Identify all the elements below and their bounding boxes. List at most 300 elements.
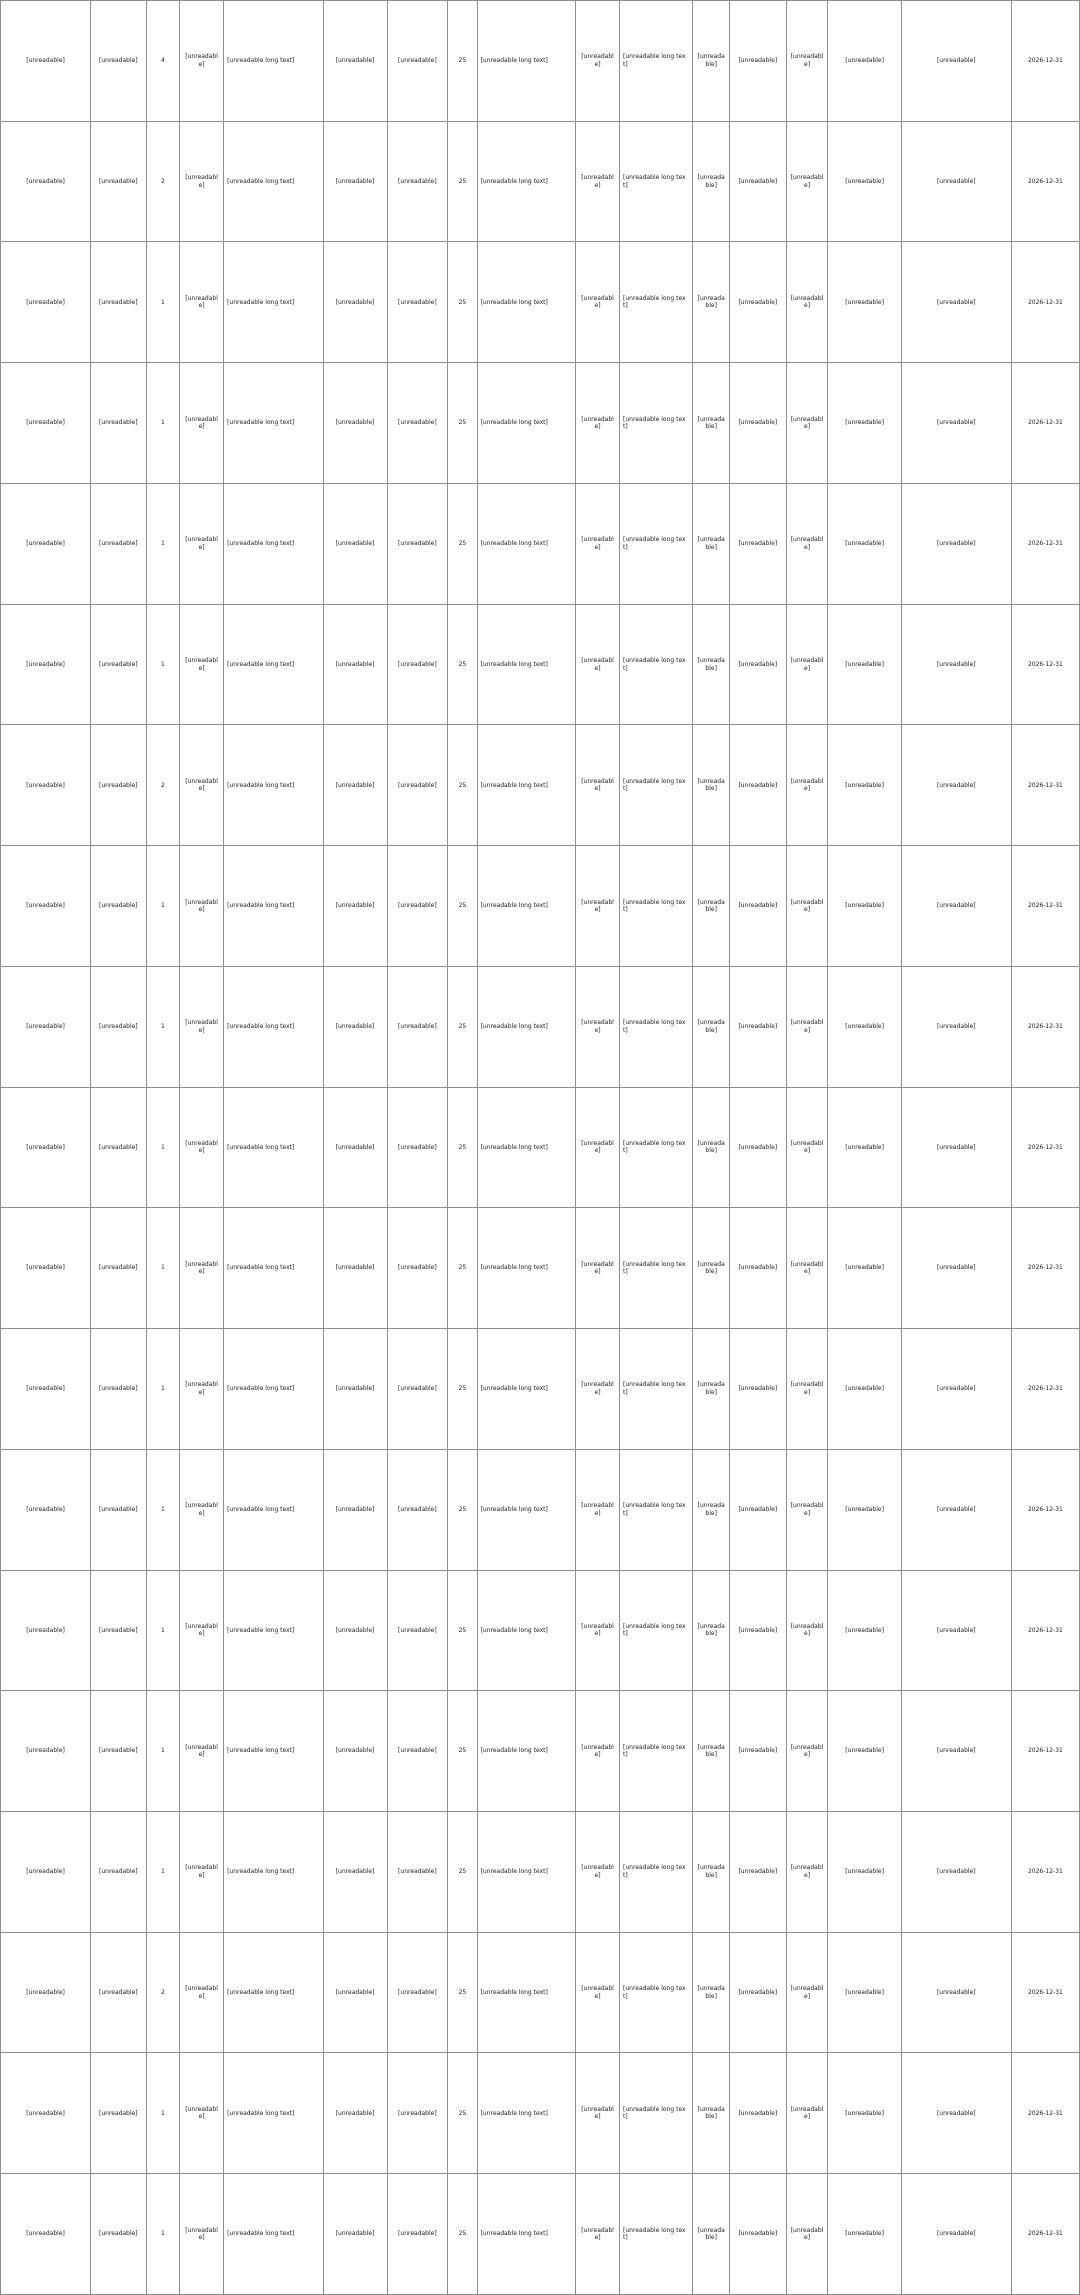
table-row [1, 1570, 1080, 1691]
table-cell: [unreadable long text] [620, 1570, 693, 1691]
table-cell: [unreadable] [828, 846, 901, 967]
table-cell: [unreadable] [730, 1691, 787, 1812]
table-cell: [unreadable] [323, 2053, 387, 2174]
table-cell: [unreadable] [1, 604, 91, 725]
table-cell: [unreadable] [387, 1932, 448, 2053]
table-cell: [unreadable] [693, 1, 730, 122]
table-cell: [unreadable] [828, 966, 901, 1087]
table-cell: [unreadable] [901, 242, 1011, 363]
table-cell: 1 [146, 1329, 180, 1450]
table-cell: [unreadable] [180, 1812, 224, 1933]
table-cell: [unreadable] [387, 363, 448, 484]
table-cell: [unreadable] [387, 1, 448, 122]
table-cell: [unreadable] [786, 1691, 828, 1812]
table-cell: 2026-12-31 [1011, 1932, 1079, 2053]
table-cell: 1 [146, 604, 180, 725]
table-cell: [unreadable] [730, 1812, 787, 1933]
table-cell: [unreadable] [786, 725, 828, 846]
table-cell: [unreadable] [1, 1449, 91, 1570]
table-cell: [unreadable] [576, 242, 620, 363]
table-cell: [unreadable] [730, 604, 787, 725]
table-row [1, 483, 1080, 604]
table-row [1, 966, 1080, 1087]
table-row [1, 121, 1080, 242]
table-cell: [unreadable] [730, 966, 787, 1087]
table-row [1, 1691, 1080, 1812]
table-cell: [unreadable] [901, 725, 1011, 846]
table-cell: [unreadable] [180, 2174, 224, 2295]
table-cell: 2026-12-31 [1011, 2174, 1079, 2295]
table-cell: [unreadable] [828, 363, 901, 484]
table-cell: [unreadable] [180, 846, 224, 967]
table-cell: 1 [146, 1449, 180, 1570]
table-cell: [unreadable] [387, 2174, 448, 2295]
table-cell: [unreadable long text] [224, 846, 324, 967]
table-cell: 25 [448, 242, 477, 363]
table-cell: [unreadable] [786, 242, 828, 363]
table-cell: [unreadable long text] [477, 1, 575, 122]
table-cell: [unreadable] [730, 725, 787, 846]
table-cell: [unreadable] [1, 363, 91, 484]
table-cell: [unreadable] [1, 966, 91, 1087]
table-cell: [unreadable] [693, 363, 730, 484]
table-cell: [unreadable long text] [620, 1691, 693, 1812]
table-cell: [unreadable] [1, 121, 91, 242]
table-row [1, 1208, 1080, 1329]
table-cell: [unreadable] [323, 1932, 387, 2053]
table-row [1, 242, 1080, 363]
table-cell: 2026-12-31 [1011, 1570, 1079, 1691]
table-cell: [unreadable] [576, 604, 620, 725]
table-cell: [unreadable long text] [477, 1570, 575, 1691]
table-cell: 25 [448, 1570, 477, 1691]
table-cell: [unreadable] [730, 2174, 787, 2295]
table-cell: 2026-12-31 [1011, 1812, 1079, 1933]
table-cell: [unreadable] [901, 483, 1011, 604]
table-cell: [unreadable] [576, 1087, 620, 1208]
table-row [1, 846, 1080, 967]
table-row [1, 725, 1080, 846]
table-cell: [unreadable long text] [620, 966, 693, 1087]
table-body [1, 1, 1080, 2295]
table-cell: [unreadable long text] [477, 2174, 575, 2295]
table-cell: [unreadable long text] [224, 1, 324, 122]
table-row [1, 1, 1080, 122]
table-cell: [unreadable] [828, 2174, 901, 2295]
table-cell: 25 [448, 1208, 477, 1329]
table-cell: [unreadable] [91, 242, 147, 363]
table-cell: [unreadable] [901, 1812, 1011, 1933]
table-cell: [unreadable] [387, 1087, 448, 1208]
table-cell: 25 [448, 604, 477, 725]
table-cell: [unreadable] [786, 363, 828, 484]
table-cell: [unreadable long text] [224, 1570, 324, 1691]
table-cell: [unreadable] [91, 363, 147, 484]
table-cell: [unreadable] [576, 121, 620, 242]
table-cell: [unreadable] [576, 483, 620, 604]
table-cell: [unreadable] [323, 121, 387, 242]
table-cell: [unreadable long text] [224, 725, 324, 846]
table-cell: [unreadable] [576, 1, 620, 122]
table-cell: [unreadable] [91, 2053, 147, 2174]
table-cell: 25 [448, 483, 477, 604]
table-cell: [unreadable] [786, 1812, 828, 1933]
table-cell: [unreadable long text] [224, 1329, 324, 1450]
table-cell: [unreadable] [576, 1449, 620, 1570]
table-cell: [unreadable] [693, 1449, 730, 1570]
table-cell: [unreadable] [693, 1087, 730, 1208]
table-cell: [unreadable long text] [224, 2174, 324, 2295]
table-cell: [unreadable] [91, 1932, 147, 2053]
table-cell: 2026-12-31 [1011, 121, 1079, 242]
table-cell: 2026-12-31 [1011, 1208, 1079, 1329]
table-cell: [unreadable] [786, 1087, 828, 1208]
table-cell: [unreadable long text] [620, 1329, 693, 1450]
table-cell: [unreadable] [180, 1570, 224, 1691]
table-cell: 2026-12-31 [1011, 2053, 1079, 2174]
table-cell: [unreadable] [180, 1087, 224, 1208]
table-cell: [unreadable long text] [620, 2053, 693, 2174]
table-cell: [unreadable long text] [477, 1812, 575, 1933]
table-cell: [unreadable] [693, 2174, 730, 2295]
table-cell: [unreadable] [786, 1449, 828, 1570]
table-cell: [unreadable] [730, 242, 787, 363]
table-cell: [unreadable] [323, 1449, 387, 1570]
table-cell: [unreadable] [901, 846, 1011, 967]
table-cell: [unreadable long text] [620, 604, 693, 725]
table-cell: [unreadable long text] [477, 1208, 575, 1329]
table-cell: [unreadable] [786, 846, 828, 967]
table-cell: [unreadable] [786, 2053, 828, 2174]
table-cell: [unreadable] [1, 1208, 91, 1329]
table-cell: [unreadable] [387, 1208, 448, 1329]
table-cell: [unreadable] [730, 363, 787, 484]
table-cell: 1 [146, 363, 180, 484]
table-cell: [unreadable] [180, 1329, 224, 1450]
table-cell: [unreadable] [693, 725, 730, 846]
table-cell: 2026-12-31 [1011, 966, 1079, 1087]
table-cell: [unreadable] [323, 966, 387, 1087]
table-cell: [unreadable long text] [620, 483, 693, 604]
table-cell: [unreadable] [323, 1329, 387, 1450]
table-cell: [unreadable] [730, 1208, 787, 1329]
table-cell: [unreadable] [1, 1, 91, 122]
table-cell: [unreadable] [730, 846, 787, 967]
table-cell: [unreadable] [180, 1208, 224, 1329]
table-cell: [unreadable] [91, 604, 147, 725]
table-cell: [unreadable] [1, 242, 91, 363]
table-cell: [unreadable] [901, 363, 1011, 484]
table-cell: [unreadable] [576, 1691, 620, 1812]
table-cell: [unreadable long text] [620, 1812, 693, 1933]
table-cell: [unreadable] [323, 1, 387, 122]
table-cell: [unreadable] [693, 846, 730, 967]
table-cell: [unreadable] [693, 1208, 730, 1329]
table-cell: 25 [448, 363, 477, 484]
table-cell: [unreadable] [387, 725, 448, 846]
table-cell: [unreadable] [91, 483, 147, 604]
table-cell: [unreadable] [387, 1449, 448, 1570]
table-cell: 25 [448, 1449, 477, 1570]
table-row [1, 1087, 1080, 1208]
table-cell: 1 [146, 1812, 180, 1933]
table-cell: [unreadable] [180, 1, 224, 122]
table-cell: 25 [448, 2053, 477, 2174]
table-cell: [unreadable] [1, 1570, 91, 1691]
table-cell: [unreadable] [91, 1449, 147, 1570]
table-cell: [unreadable] [323, 725, 387, 846]
table-cell: 25 [448, 1329, 477, 1450]
table-cell: [unreadable long text] [224, 1087, 324, 1208]
table-cell: [unreadable] [323, 1812, 387, 1933]
table-cell: [unreadable] [786, 1329, 828, 1450]
table-cell: [unreadable long text] [477, 1449, 575, 1570]
table-cell: [unreadable] [323, 2174, 387, 2295]
table-cell: [unreadable long text] [477, 242, 575, 363]
table-cell: [unreadable long text] [477, 725, 575, 846]
table-cell: [unreadable] [91, 121, 147, 242]
table-cell: [unreadable] [387, 242, 448, 363]
table-cell: [unreadable] [576, 966, 620, 1087]
table-row [1, 604, 1080, 725]
table-cell: [unreadable long text] [224, 1208, 324, 1329]
table-cell: [unreadable] [91, 1, 147, 122]
table-cell: [unreadable long text] [224, 2053, 324, 2174]
table-cell: [unreadable] [828, 1932, 901, 2053]
table-cell: 2026-12-31 [1011, 483, 1079, 604]
table-cell: [unreadable] [786, 966, 828, 1087]
table-cell: 1 [146, 2174, 180, 2295]
table-cell: [unreadable] [730, 121, 787, 242]
table-row [1, 363, 1080, 484]
table-cell: 2 [146, 1932, 180, 2053]
table-cell: [unreadable long text] [224, 1449, 324, 1570]
table-cell: [unreadable] [786, 1208, 828, 1329]
table-cell: 25 [448, 1932, 477, 2053]
table-cell: [unreadable] [828, 1812, 901, 1933]
table-cell: [unreadable long text] [620, 1932, 693, 2053]
table-cell: [unreadable] [323, 604, 387, 725]
table-cell: [unreadable] [828, 1087, 901, 1208]
table-cell: [unreadable] [91, 1208, 147, 1329]
table-cell: [unreadable] [828, 1329, 901, 1450]
table-cell: 1 [146, 966, 180, 1087]
table-cell: [unreadable] [387, 483, 448, 604]
table-cell: [unreadable long text] [224, 1691, 324, 1812]
table-cell: 25 [448, 725, 477, 846]
table-cell: [unreadable long text] [477, 363, 575, 484]
table-cell: [unreadable long text] [620, 725, 693, 846]
table-cell: [unreadable] [180, 966, 224, 1087]
table-cell: [unreadable] [1, 2174, 91, 2295]
table-cell: [unreadable] [387, 1812, 448, 1933]
table-cell: 2026-12-31 [1011, 363, 1079, 484]
table-cell: [unreadable] [828, 2053, 901, 2174]
table-cell: [unreadable] [730, 2053, 787, 2174]
table-cell: 2 [146, 725, 180, 846]
table-cell: [unreadable] [180, 1449, 224, 1570]
table-cell: [unreadable] [576, 1329, 620, 1450]
table-cell: 2026-12-31 [1011, 1449, 1079, 1570]
table-cell: [unreadable] [91, 1691, 147, 1812]
table-cell: [unreadable] [828, 604, 901, 725]
table-cell: 25 [448, 1087, 477, 1208]
table-cell: [unreadable] [576, 1812, 620, 1933]
table-cell: [unreadable] [786, 2174, 828, 2295]
table-cell: [unreadable long text] [224, 966, 324, 1087]
table-cell: [unreadable] [180, 604, 224, 725]
table-cell: 2026-12-31 [1011, 604, 1079, 725]
table-cell: 2026-12-31 [1011, 242, 1079, 363]
table-cell: [unreadable] [901, 1208, 1011, 1329]
table-cell: [unreadable] [576, 2053, 620, 2174]
table-cell: [unreadable long text] [224, 242, 324, 363]
table-cell: [unreadable] [730, 1329, 787, 1450]
table-cell: [unreadable long text] [620, 1, 693, 122]
table-cell: [unreadable] [901, 121, 1011, 242]
table-cell: [unreadable] [180, 1932, 224, 2053]
table-cell: [unreadable] [180, 363, 224, 484]
table-cell: [unreadable] [323, 846, 387, 967]
table-cell: 25 [448, 846, 477, 967]
table-cell: [unreadable long text] [224, 363, 324, 484]
table-cell: [unreadable] [1, 2053, 91, 2174]
table-cell: [unreadable long text] [477, 1329, 575, 1450]
table-cell: [unreadable] [901, 1087, 1011, 1208]
table-cell: [unreadable] [828, 1449, 901, 1570]
table-cell: 4 [146, 1, 180, 122]
table-cell: [unreadable] [693, 483, 730, 604]
table-cell: 1 [146, 1208, 180, 1329]
table-cell: [unreadable] [901, 1, 1011, 122]
table-cell: 1 [146, 1691, 180, 1812]
table-cell: 2026-12-31 [1011, 1087, 1079, 1208]
table-cell: [unreadable] [576, 1932, 620, 2053]
table-cell: 1 [146, 846, 180, 967]
table-cell: [unreadable] [323, 1570, 387, 1691]
table-cell: [unreadable] [576, 846, 620, 967]
table-cell: 1 [146, 1570, 180, 1691]
table-cell: [unreadable] [387, 966, 448, 1087]
table-cell: [unreadable] [180, 121, 224, 242]
table-row [1, 1812, 1080, 1933]
table-row [1, 1932, 1080, 2053]
table-cell: [unreadable] [693, 1329, 730, 1450]
table-cell: [unreadable] [828, 1, 901, 122]
table-cell: [unreadable long text] [477, 1932, 575, 2053]
table-cell: [unreadable] [180, 242, 224, 363]
table-cell: [unreadable] [387, 1570, 448, 1691]
table-cell: [unreadable] [91, 2174, 147, 2295]
table-cell: [unreadable] [901, 966, 1011, 1087]
table-cell: [unreadable] [730, 1932, 787, 2053]
table-cell: 1 [146, 1087, 180, 1208]
table-cell: [unreadable long text] [224, 1812, 324, 1933]
table-cell: [unreadable] [91, 1812, 147, 1933]
table-cell: 2026-12-31 [1011, 725, 1079, 846]
table-cell: [unreadable long text] [477, 966, 575, 1087]
table-cell: [unreadable] [1, 1691, 91, 1812]
table-cell: 25 [448, 2174, 477, 2295]
table-cell: [unreadable long text] [477, 1691, 575, 1812]
table-cell: [unreadable] [901, 1449, 1011, 1570]
table-cell: 25 [448, 966, 477, 1087]
table-cell: [unreadable] [91, 1570, 147, 1691]
table-cell: [unreadable] [387, 1691, 448, 1812]
table-cell: [unreadable] [180, 2053, 224, 2174]
table-cell: [unreadable long text] [224, 121, 324, 242]
table-cell: [unreadable] [576, 363, 620, 484]
table-cell: [unreadable] [786, 1932, 828, 2053]
table-cell: [unreadable] [730, 483, 787, 604]
table-cell: [unreadable] [693, 1691, 730, 1812]
table-cell: [unreadable long text] [477, 846, 575, 967]
table-row [1, 1329, 1080, 1450]
table-row [1, 2053, 1080, 2174]
table-cell: [unreadable] [387, 1329, 448, 1450]
table-cell: [unreadable long text] [620, 242, 693, 363]
table-cell: [unreadable long text] [477, 604, 575, 725]
table-cell: [unreadable] [323, 1691, 387, 1812]
table-cell: 2026-12-31 [1011, 1691, 1079, 1812]
table-cell: [unreadable] [828, 1208, 901, 1329]
table-cell: 2026-12-31 [1011, 846, 1079, 967]
table-cell: [unreadable] [1, 1087, 91, 1208]
table-cell: [unreadable long text] [620, 121, 693, 242]
table-cell: [unreadable] [693, 1932, 730, 2053]
table-cell: [unreadable] [828, 725, 901, 846]
table-cell: [unreadable] [693, 1570, 730, 1691]
table-cell: [unreadable] [828, 242, 901, 363]
table-cell: 2026-12-31 [1011, 1, 1079, 122]
table-cell: [unreadable] [693, 966, 730, 1087]
table-cell: [unreadable long text] [620, 1087, 693, 1208]
table-cell: [unreadable] [576, 725, 620, 846]
table-cell: [unreadable] [693, 121, 730, 242]
table-cell: [unreadable long text] [224, 483, 324, 604]
table-cell: 1 [146, 483, 180, 604]
table-cell: [unreadable long text] [620, 363, 693, 484]
table-cell: [unreadable long text] [477, 483, 575, 604]
table-cell: [unreadable] [91, 1087, 147, 1208]
table-cell: [unreadable] [1, 483, 91, 604]
table-cell: [unreadable] [730, 1570, 787, 1691]
table-cell: [unreadable] [387, 604, 448, 725]
table-cell: 2 [146, 121, 180, 242]
table-cell: [unreadable] [91, 846, 147, 967]
table-cell: [unreadable] [786, 483, 828, 604]
table-row [1, 2174, 1080, 2295]
table-cell: 25 [448, 1812, 477, 1933]
table-cell: [unreadable] [1, 725, 91, 846]
table-cell: [unreadable] [693, 1812, 730, 1933]
table-cell: [unreadable] [1, 1932, 91, 2053]
table-cell: [unreadable] [693, 2053, 730, 2174]
table-cell: 25 [448, 1, 477, 122]
table-cell: [unreadable long text] [620, 1449, 693, 1570]
table-cell: [unreadable] [576, 2174, 620, 2295]
table-cell: [unreadable] [91, 966, 147, 1087]
table-cell: [unreadable] [786, 1, 828, 122]
table-cell: [unreadable long text] [620, 846, 693, 967]
table-cell: [unreadable] [901, 1932, 1011, 2053]
table-cell: [unreadable] [828, 121, 901, 242]
table-cell: [unreadable] [828, 1570, 901, 1691]
table-cell: [unreadable] [828, 1691, 901, 1812]
table-cell: [unreadable] [1, 1329, 91, 1450]
table-cell: [unreadable] [91, 725, 147, 846]
table-cell: [unreadable] [901, 1691, 1011, 1812]
